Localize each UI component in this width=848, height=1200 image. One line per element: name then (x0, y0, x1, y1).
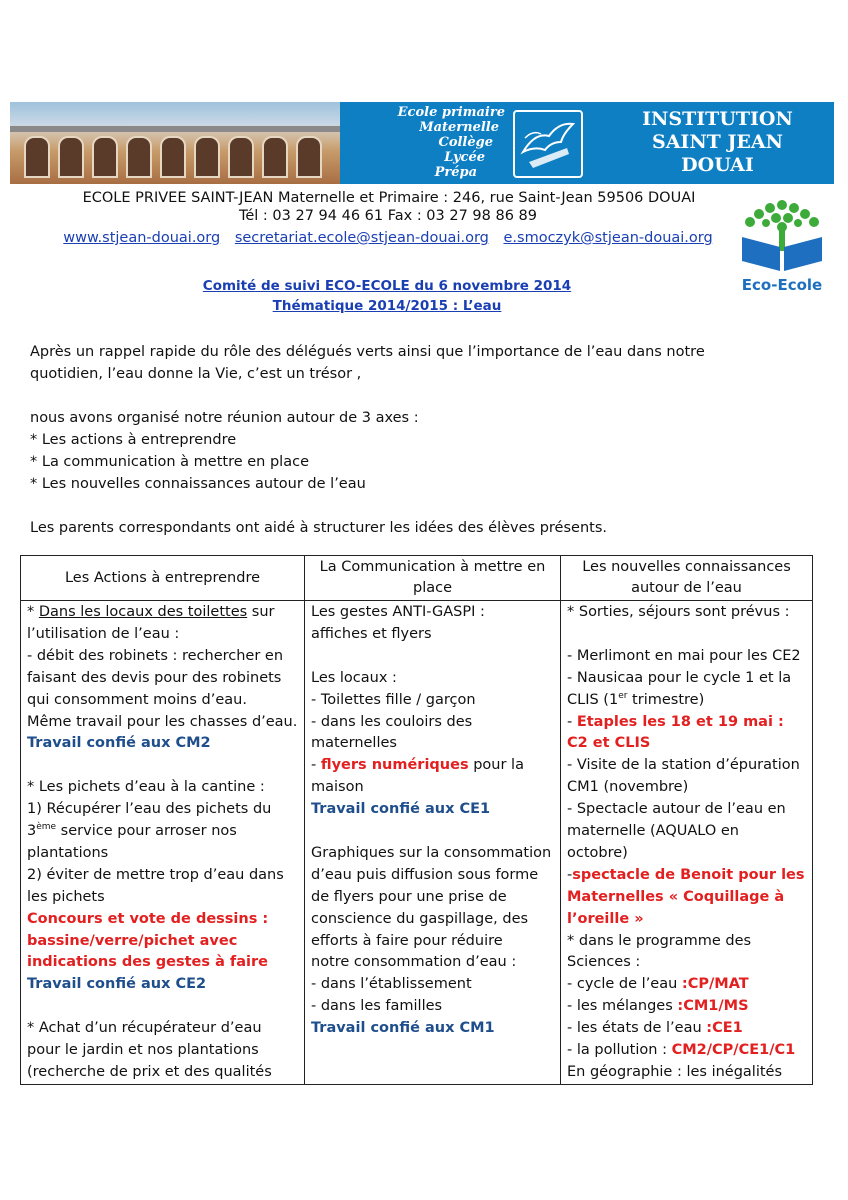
intro-text (30, 341, 800, 539)
action-plan-table (20, 555, 813, 1085)
assignment-label: Travail confié aux CE1 (311, 801, 491, 818)
header-communication: La Communication à mettre en place (305, 556, 561, 601)
axis-item: * La communication à mettre en place (30, 454, 309, 470)
motto-line: Maternelle (419, 120, 499, 135)
highlight-text: bassine/verre/pichet avec (27, 932, 238, 949)
school-levels (340, 105, 505, 180)
contact-links (0, 230, 848, 246)
assignment-label: Travail confié aux CE2 (27, 976, 207, 993)
highlight-text: :CM1/MS (677, 998, 749, 1015)
highlight-text: indications des gestes à faire (27, 954, 268, 971)
axis-item: * Les nouvelles connaissances autour de l’eau (30, 476, 366, 492)
header-banner (10, 102, 834, 184)
highlight-text: Concours et vote de dessins : (27, 910, 269, 927)
highlight-text: :CE1 (706, 1020, 743, 1037)
highlight-text: l’oreille » (567, 910, 644, 927)
intro-line: Après un rappel rapide du rôle des délégués verts ainsi que l’importance de l’eau dans notre (30, 344, 705, 360)
school-building-photo (10, 102, 340, 184)
assignment-label: Travail confié aux CM1 (311, 1020, 495, 1037)
committee-title: Comité de suivi ECO-ECOLE du 6 novembre 2014 (202, 278, 572, 294)
institution-title: INSTITUTION SAINT JEAN DOUAI (642, 108, 793, 176)
intro-line: nous avons organisé notre réunion autour de 3 axes : (30, 410, 419, 426)
highlight-text: CM2/CP/CE1/C1 (671, 1042, 796, 1059)
motto-line: Collège (438, 135, 493, 150)
header-knowledge: Les nouvelles connaissances autour de l’eau (561, 556, 813, 601)
secretariat-email-link[interactable]: secretariat.ecole@stjean-douai.org (234, 230, 489, 246)
highlight-text: :CP/MAT (681, 976, 749, 993)
phone-fax: Tél : 03 27 94 46 61 Fax : 03 27 98 86 89 (238, 208, 537, 224)
highlight-text: Maternelles « Coquillage à (567, 888, 785, 905)
assignment-label: Travail confié aux CM2 (27, 735, 211, 752)
eagle-emblem-icon (513, 110, 583, 178)
committee-heading (0, 276, 848, 316)
actions-cell: * Dans les locaux des toilettes sur l’utilisation de l’eau : - débit des robinets : rechercher en faisant des devis pour des robinets qui consomment moins d’eau. Même travail pour les chasses d’eau. Travail confié aux CM2 * Les pichets d’eau à la cantine : 1) Récupérer l’eau des pichets du 3ème service pour arroser nos plantations 2) éviter de mettre trop d’eau dans les pichets Concours et vote de dessins : bassine/verre/pichet avec indications des gestes à faire Travail confié aux CE2 * Achat d’un récupérateur d’eau pour le jardin et nos plantations (recherche de prix et des qualités (21, 601, 305, 1085)
knowledge-cell: * Sorties, séjours sont prévus : - Merlimont en mai pour les CE2 - Nausicaa pour le cycle 1 et la CLIS (1er trimestre) - Etaples les 18 et 19 mai : C2 et CLIS - Visite de la station d’épuration CM1 (novembre) - Spectacle autour de l’eau en maternelle (AQUALO en octobre) -spectacle de Benoit pour les Maternelles « Coquillage à l’oreille » * dans le programme des Sciences : - cycle de l’eau :CP/MAT - les mélanges :CM1/MS - les états de l’eau :CE1 - la pollution : CM2/CP/CE1/C1 En géographie : les inégalités (561, 601, 813, 1085)
eco-ecole-label: Eco-Ecole (741, 276, 823, 294)
intro-line: Les parents correspondants ont aidé à structurer les idées des élèves présents. (30, 520, 607, 536)
motto-line: Prépa (434, 165, 477, 180)
highlight-text: C2 et CLIS (567, 735, 651, 752)
motto-line: Ecole primaire (397, 105, 505, 120)
website-link[interactable]: www.stjean-douai.org (63, 230, 221, 246)
communication-cell: Les gestes ANTI-GASPI : affiches et flyers Les locaux : - Toilettes fille / garçon - dans les couloirs des maternelles - flyers numériques pour la maison Travail confié aux CE1 Graphiques sur la consommation d’eau puis diffusion sous forme de flyers pour une prise de conscience du gaspillage, des efforts à faire pour réduire notre consommation d’eau : - dans l’établissement - dans les familles Travail confié aux CM1 (305, 601, 561, 1085)
contact-email-link[interactable]: e.smoczyk@stjean-douai.org (503, 230, 713, 246)
highlight-text: flyers numériques (320, 757, 469, 774)
theme-title: Thématique 2014/2015 : L’eau (272, 298, 502, 314)
header-actions: Les Actions à entreprendre (21, 556, 305, 601)
intro-line: quotidien, l’eau donne la Vie, c’est un trésor , (30, 366, 362, 382)
motto-line: Lycée (444, 150, 485, 165)
highlight-text: Etaples les 18 et 19 mai : (576, 713, 784, 730)
school-address: ECOLE PRIVEE SAINT-JEAN Maternelle et Primaire : 246, rue Saint-Jean 59506 DOUAI (82, 190, 696, 206)
axis-item: * Les actions à entreprendre (30, 432, 237, 448)
highlight-text: spectacle de Benoit pour les (572, 866, 805, 883)
